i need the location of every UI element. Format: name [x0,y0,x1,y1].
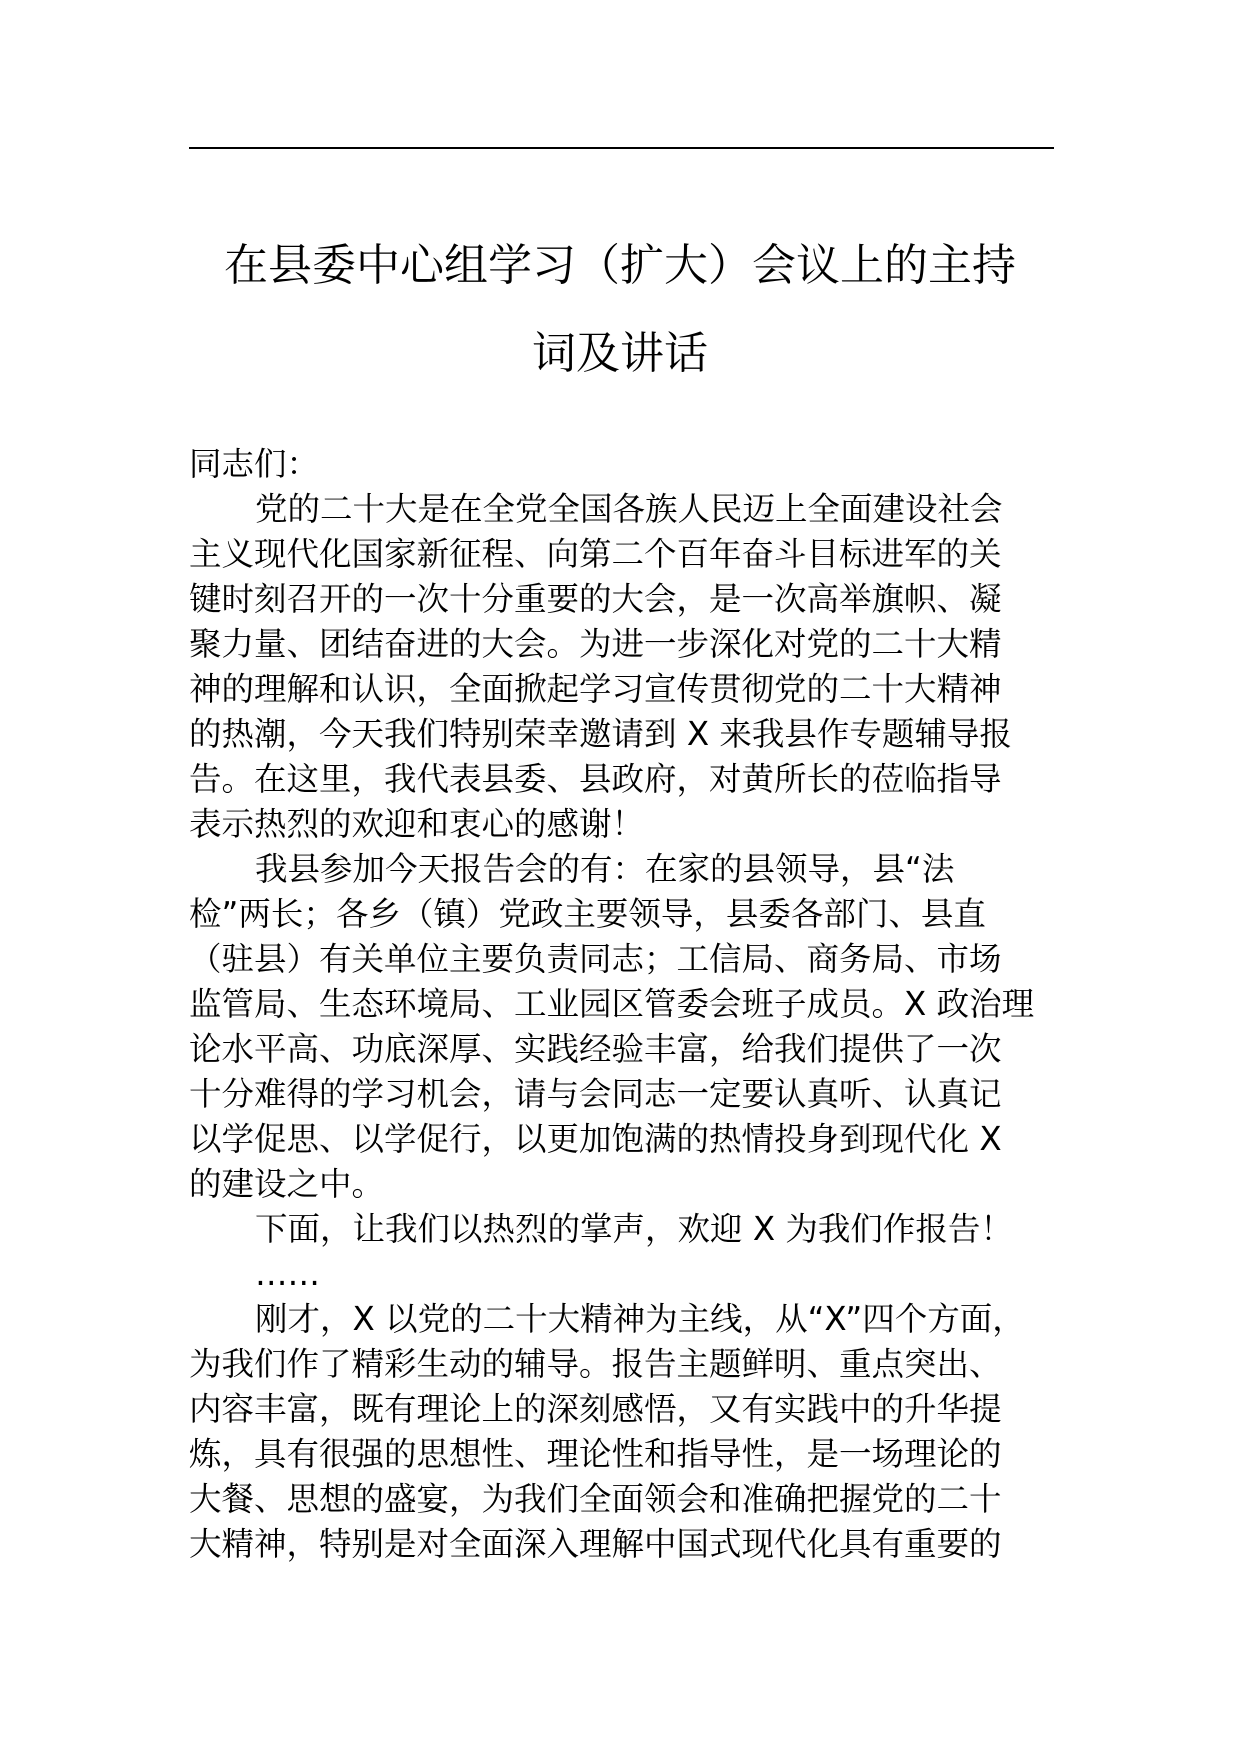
body-line: 论水平高、功底深厚、实践经验丰富，给我们提供了一次 [189,1030,1002,1068]
body-line: （驻县）有关单位主要负责同志；工信局、商务局、市场 [189,940,1002,978]
body-line: 刚才，X 以党的二十大精神为主线，从“X”四个方面， [255,1300,1025,1338]
body-line: 检”两长；各乡（镇）党政主要领导，县委各部门、县直 [189,895,986,933]
salutation: 同志们： [189,445,320,483]
title-line: 词及讲话 [532,328,708,379]
body-line: 以学促思、以学促行，以更加饱满的热情投身到现代化 X [189,1120,1002,1158]
body-line: 大精神，特别是对全面深入理解中国式现代化具有重要的 [189,1525,1002,1563]
ellipsis-line: …… [255,1255,320,1293]
body-line: 的热潮，今天我们特别荣幸邀请到 X 来我县作专题辅导报 [189,715,1012,753]
body-line: 神的理解和认识，全面掀起学习宣传贯彻党的二十大精神 [189,670,1002,708]
body-line: 内容丰富，既有理论上的深刻感悟，又有实践中的升华提 [189,1390,1002,1428]
title-line: 在县委中心组学习（扩大）会议上的主持 [224,240,1016,291]
body-line: 我县参加今天报告会的有：在家的县领导，县“法 [255,850,955,888]
body-line: 大餐、思想的盛宴，为我们全面领会和准确把握党的二十 [189,1480,1002,1518]
document-title [140,222,1100,398]
body-line: 键时刻召开的一次十分重要的大会，是一次高举旗帜、凝 [189,580,1002,618]
body-line: 下面，让我们以热烈的掌声，欢迎 X 为我们作报告！ [255,1210,1013,1248]
body-line: 告。在这里，我代表县委、县政府，对黄所长的莅临指导 [189,760,1002,798]
body-line: 表示热烈的欢迎和衷心的感谢！ [189,805,645,843]
body-line: 党的二十大是在全党全国各族人民迈上全面建设社会 [255,490,1003,528]
body-line: 主义现代化国家新征程、向第二个百年奋斗目标进军的关 [189,535,1002,573]
body-line: 监管局、生态环境局、工业园区管委会班子成员。X 政治理 [189,985,1035,1023]
document-body [189,442,1059,1567]
body-line: 聚力量、团结奋进的大会。为进一步深化对党的二十大精 [189,625,1002,663]
body-line: 炼，具有很强的思想性、理论性和指导性，是一场理论的 [189,1435,1002,1473]
body-line: 十分难得的学习机会，请与会同志一定要认真听、认真记 [189,1075,1002,1113]
body-line: 的建设之中。 [189,1165,385,1203]
body-line: 为我们作了精彩生动的辅导。报告主题鲜明、重点突出、 [189,1345,1002,1383]
header-rule [189,147,1054,149]
